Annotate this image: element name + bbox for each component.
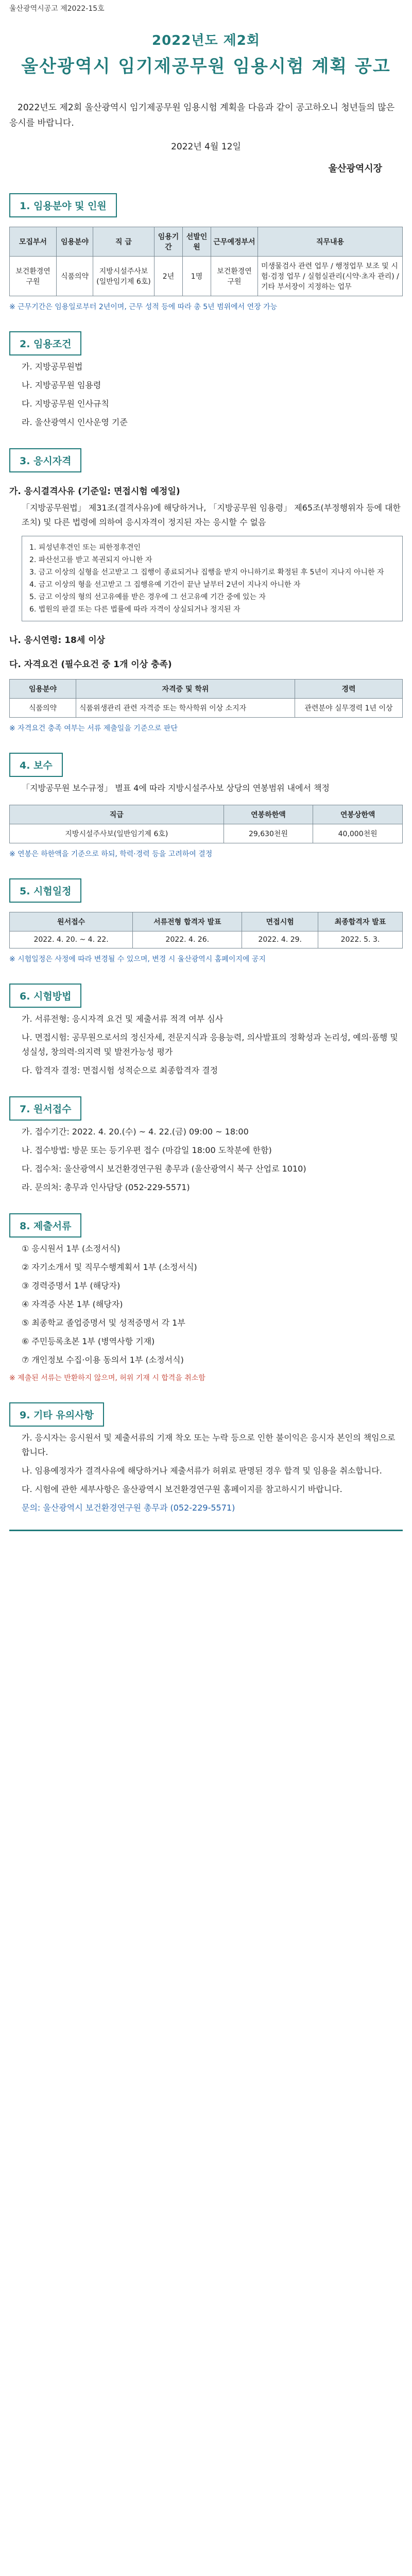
section-1-heading: 1. 임용분야 및 인원 [9,193,117,217]
list-item: 라. 문의처: 총무과 인사담당 (052-229-5571) [22,1182,190,1192]
intro-text: 2022년도 제2회 울산광역시 임기제공무원 임용시험 계획을 다음과 같이 공고하오니 청년들의 많은 응시를 바랍니다. [9,103,395,128]
section-8-heading: 8. 제출서류 [9,1213,81,1238]
col-header: 근무예정부서 [211,227,258,257]
schedule-note: ※ 시험일정은 사정에 따라 변경될 수 있으며, 변경 시 울산광역시 홈페이지에 공지 [9,955,266,963]
col-header: 서류전형 합격자 발표 [133,912,242,931]
section-5-heading: 5. 시험일정 [9,878,81,903]
table-cell: 미생물검사 관련 업무 / 행정업무 보조 및 시험·검정 업무 / 실험실관리(시약·초자 관리) / 기타 부서장이 지정하는 업무 [258,257,403,296]
recruit-table [9,227,403,296]
col-header: 원서접수 [10,912,133,931]
salary-table [9,805,403,843]
list-item: ⑦ 개인정보 수집·이용 동의서 1부 (소정서식) [22,1355,184,1365]
table-cell: 2022. 4. 29. [242,931,318,948]
list-item: 가. 서류전형: 응시자격 요건 및 제출서류 적격 여부 심사 [22,1014,224,1024]
list-item: 나. 면접시험: 공무원으로서의 정신자세, 전문지식과 응용능력, 의사발표의 정확성과 논리성, 예의·품행 및 성실성, 창의력·의지력 및 발전가능성 평가 [22,1032,398,1057]
table-cell: 보건환경연구원 [10,257,57,296]
table-cell: 관련분야 실무경력 1년 이상 [295,699,403,718]
list-item: 나. 지방공무원 임용령 [22,380,101,390]
sub-heading: 다. 자격요건 (필수요건 중 1개 이상 충족) [9,659,172,670]
requirement-table [9,679,403,718]
table-cell: 2022. 4. 26. [133,931,242,948]
list-item: 다. 접수처: 울산광역시 보건환경연구원 총무과 (울산광역시 북구 산업로 1010) [22,1164,306,1174]
table-cell: 지방시설주사보(일반임기제 6호) [10,824,224,843]
table-cell: 보건환경연구원 [211,257,258,296]
list-item: 6. 법원의 판결 또는 다른 법률에 따라 자격이 상실되거나 정지된 자 [29,605,241,614]
table-row [10,699,403,718]
list-item: 라. 울산광역시 인사운영 기준 [22,417,128,427]
col-header: 최종합격자 발표 [318,912,402,931]
notice-number: 울산광역시공고 제2022-15호 [9,5,105,13]
bottom-divider [9,1530,403,1531]
list-item: ⑤ 최종학교 졸업증명서 및 성적증명서 각 1부 [22,1318,185,1328]
col-header: 자격증 및 학위 [76,680,295,699]
title-top: 2022년도 제2회 [152,33,260,48]
list-item: 가. 접수기간: 2022. 4. 20.(수) ~ 4. 22.(금) 09:00 ~ 18:00 [22,1127,249,1137]
col-header: 임용기간 [154,227,183,257]
list-item: ③ 경력증명서 1부 (해당자) [22,1281,121,1291]
disqualification-box [22,536,403,621]
col-header: 임용분야 [10,680,76,699]
recruit-header-row [10,227,403,257]
col-header: 연봉하한액 [224,805,313,824]
salary-header-row [10,805,403,824]
notice-date: 2022년 4월 12일 [171,142,241,152]
list-item: ② 자기소개서 및 직무수행계획서 1부 (소정서식) [22,1262,197,1272]
issuing-org: 울산광역시장 [328,163,382,174]
title-block [9,30,403,77]
section-3-heading: 3. 응시자격 [9,448,81,472]
section-4-heading: 4. 보수 [9,753,63,777]
contact-line: 문의: 울산광역시 보건환경연구원 총무과 (052-229-5571) [22,1503,235,1513]
table-cell: 2022. 4. 20. ~ 4. 22. [10,931,133,948]
table-cell: 29,630천원 [224,824,313,843]
list-item: ⑥ 주민등록초본 1부 (병역사항 기재) [22,1336,155,1346]
list-item: ④ 자격증 사본 1부 (해당자) [22,1299,123,1309]
table-cell: 1명 [183,257,211,296]
table-row [10,257,403,296]
list-item: 다. 합격자 결정: 면접시험 성적순으로 최종합격자 결정 [22,1065,218,1075]
col-header: 임용분야 [57,227,93,257]
schedule-header-row [10,912,403,931]
paragraph: 「지방공무원법」 제31조(결격사유)에 해당하거나, 「지방공무원 임용령」 제65조(부정행위자 등에 대한 조치) 및 다른 법령에 의하여 응시자격이 정지된 자는 응시할 수 없음 [22,503,401,527]
submission-note: ※ 제출된 서류는 반환하지 않으며, 허위 기재 시 합격을 취소함 [9,1374,205,1382]
list-item: 1. 피성년후견인 또는 피한정후견인 [29,544,141,552]
section-6-heading: 6. 시험방법 [9,984,81,1008]
list-item: 다. 지방공무원 인사규칙 [22,399,109,409]
list-item: 5. 금고 이상의 형의 선고유예를 받은 경우에 그 선고유예 기간 중에 있는 자 [29,593,266,601]
table-cell: 2022. 5. 3. [318,931,402,948]
list-item: ① 응시원서 1부 (소정서식) [22,1244,121,1253]
requirement-header-row [10,680,403,699]
col-header: 직무내용 [258,227,403,257]
paragraph: 「지방공무원 보수규정」 별표 4에 따라 지방시설주사보 상당의 연봉범위 내에서 책정 [22,783,330,793]
table-cell: 40,000천원 [313,824,403,843]
list-item: 2. 파산선고를 받고 복권되지 아니한 자 [29,556,152,564]
list-item: 3. 금고 이상의 실형을 선고받고 그 집행이 종료되거나 집행을 받지 아니하기로 확정된 후 5년이 지나지 아니한 자 [29,568,384,577]
table-row [10,931,403,948]
sub-heading: 가. 응시결격사유 (기준일: 면접시험 예정일) [9,486,180,497]
table-cell: 식품의약 [10,699,76,718]
table-cell: 식품위생관리 관련 자격증 또는 학사학위 이상 소지자 [76,699,295,718]
list-item: 4. 금고 이상의 형을 선고받고 그 집행유예 기간이 끝난 날부터 2년이 지나지 아니한 자 [29,581,301,589]
table-cell: 2년 [154,257,183,296]
section-2-heading: 2. 임용조건 [9,331,81,355]
list-item: 가. 응시자는 응시원서 및 제출서류의 기재 착오 또는 누락 등으로 인한 불이익은 응시자 본인의 책임으로 합니다. [22,1433,396,1457]
col-header: 선발인원 [183,227,211,257]
col-header: 경력 [295,680,403,699]
table-cell: 지방시설주사보(일반임기제 6호) [93,257,154,296]
col-header: 직 급 [93,227,154,257]
list-item: 다. 시험에 관한 세부사항은 울산광역시 보건환경연구원 홈페이지를 참고하시기 바랍니다. [22,1484,342,1494]
requirement-note: ※ 자격요건 충족 여부는 서류 제출일을 기준으로 판단 [9,724,178,733]
sub-heading: 나. 응시연령: 18세 이상 [9,635,106,646]
list-item: 가. 지방공무원법 [22,362,83,371]
col-header: 모집부서 [10,227,57,257]
col-header: 직급 [10,805,224,824]
schedule-table [9,912,403,948]
list-item: 나. 접수방법: 방문 또는 등기우편 접수 (마감일 18:00 도착분에 한함) [22,1145,272,1155]
section-9-heading: 9. 기타 유의사항 [9,1402,104,1427]
page-title: 울산광역시 임기제공무원 임용시험 계획 공고 [21,56,391,77]
table-cell: 식품의약 [57,257,93,296]
list-item: 나. 임용예정자가 결격사유에 해당하거나 제출서류가 허위로 판명된 경우 합격 및 임용을 취소합니다. [22,1466,382,1476]
col-header: 연봉상한액 [313,805,403,824]
section-1-note: ※ 근무기간은 임용일로부터 2년이며, 근무 성적 등에 따라 총 5년 범위에서 연장 가능 [9,303,278,311]
section-7-heading: 7. 원서접수 [9,1096,81,1121]
salary-note: ※ 연봉은 하한액을 기준으로 하되, 학력·경력 등을 고려하여 결정 [9,850,213,858]
col-header: 면접시험 [242,912,318,931]
table-row [10,824,403,843]
